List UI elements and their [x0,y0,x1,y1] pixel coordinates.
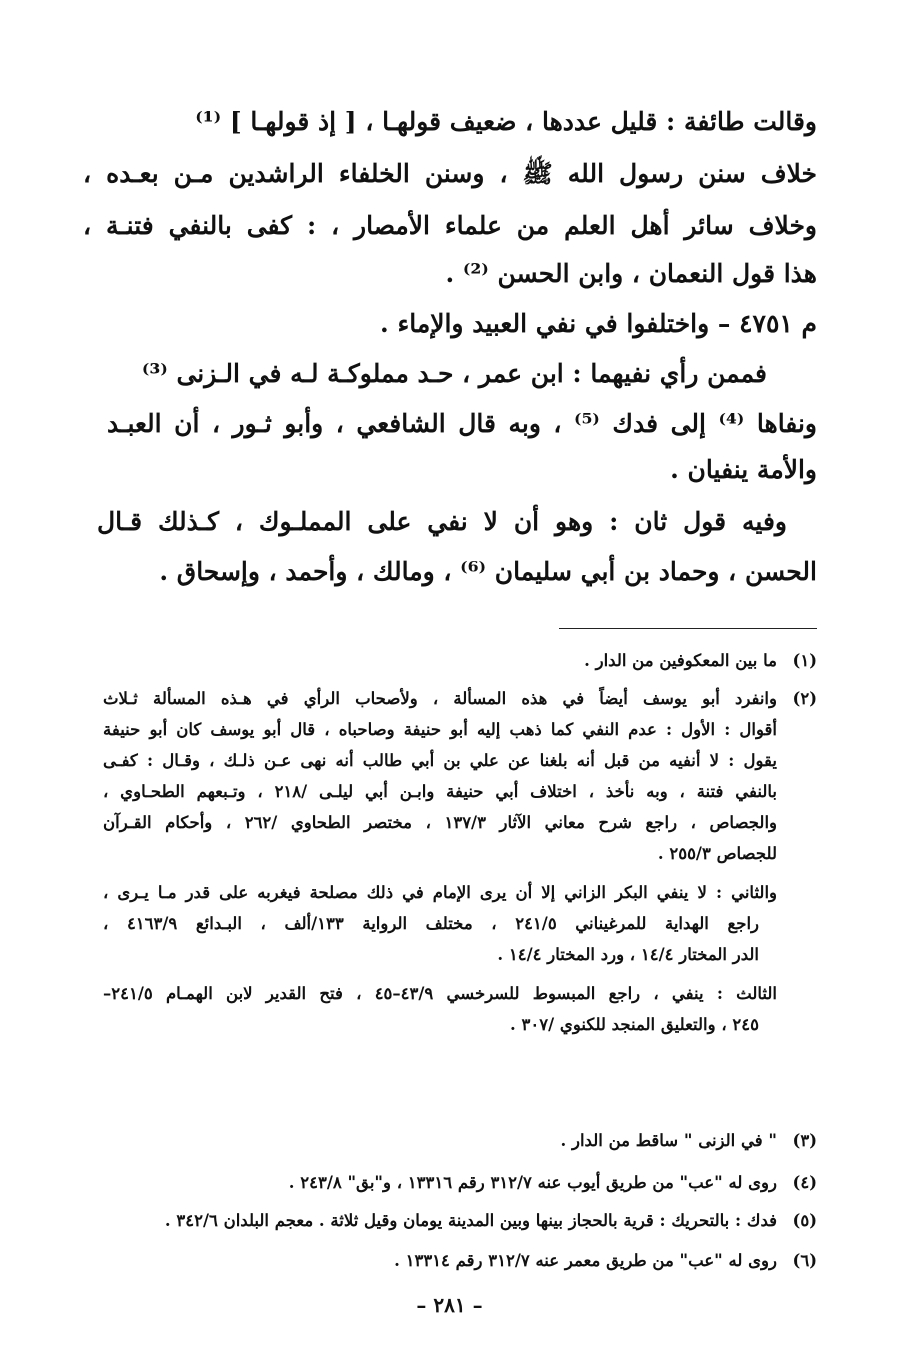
footnote-number: (٤) [792,1173,817,1192]
footnote-text: ٢٤٥ ، والتعليق المنجد للكنوي /٣٠٧ . [510,1015,759,1034]
footnote-number: (٢) [792,689,817,708]
section-heading-4751: م ٤٧٥١ – واختلفوا في نفي العبيد والإماء . [380,309,817,338]
footnote-text: الثالث : ينفي ، راجع المبسوط للسرخسي ٤٣/٩–٤٥ ، فتح القدير لابن الهمـام ٢٤١/٥– [103,984,778,1003]
footnote-text: والثاني : لا ينفي البكر الزاني إلا أن يرى الإمام في ذلك مصلحة فيغربه على قدر مـا يـرى ، [103,883,777,902]
footnote-number: (١) [792,651,817,670]
footnote-text: الدر المختار ١٤/٤ ، ورد المختار ١٤/٤ . [497,945,759,964]
footnote-text: يقول : لا أنفيه من قبل أنه بلغنا عن علي بن أبي طالب أنه نهى عـن ذلـك ، وقـال : كفـى [103,751,777,770]
footnote-2 [79,686,817,1126]
main-line-4: هذا قول النعمان ، وابن الحسن ⁽²⁾ . [445,259,817,288]
main-line-9: وفيه قول ثان : وهو أن لا نفي على المملـوك ، كـذلك قـال [97,507,787,536]
main-line-6: فممن رأي نفيهما : ابن عمر ، حـد مملوكـة لـه في الـزنى ⁽³⁾ [141,359,767,388]
main-line-3: وخلاف سائر أهل العلم من علماء الأمصار ، : كفى بالنفي فتنـة ، [83,211,817,240]
main-line-7: ونفاها ⁽⁴⁾ إلى فدك ⁽⁵⁾ ، وبه قال الشافعي ، وأبو ثـور ، أن العبـد [107,409,817,438]
main-line-1: وقالت طائفة : قليل عددها ، ضعيف قولهـا ، [ إذ قولهـا ] ⁽¹⁾ [195,107,817,136]
footnote-text: راجع الهداية للمرغيناني ٢٤١/٥ ، مختلف الرواية ١٣٣/ألف ، البـدائع ٤١٦٣/٩ ، [103,914,760,933]
footnote-text: " في الزنى " ساقط من الدار . [560,1131,777,1150]
footnote-text: والجصاص ، راجع شرح معاني الآثار ١٣٧/٣ ، مختصر الطحاوي /٢٦٢ ، وأحكام القـرآن [103,813,777,832]
footnote-number: (٣) [792,1131,817,1150]
footnote-number: (٦) [792,1251,817,1270]
main-line-2: خلاف سنن رسول الله ﷺ ، وسنن الخلفاء الراشدين مـن بعـده ، [83,159,817,188]
footnote-number: (٥) [792,1211,817,1230]
main-line-10: الحسن ، وحماد بن أبي سليمان ⁽⁶⁾ ، ومالك ، وأحمد ، وإسحاق . [159,557,817,586]
footnote-text: بالنفي فتنة ، وبه نأخذ ، اختلاف أبي حنيفة وابـن أبي ليلـى /٢١٨ ، وتـبعهم الطحـاوي ، [103,782,777,801]
footnote-text: روى له "عب" من طريق معمر عنه ٣١٢/٧ رقم ١٣٣١٤ . [394,1251,777,1270]
footnote-text: فدك : بالتحريك : قرية بالحجاز بينها وبين المدينة يومان وقيل ثلاثة . معجم البلدان ٣٤٢/٦ . [164,1211,777,1230]
footnote-text: للجصاص ٢٥٥/٣ . [657,844,777,863]
footnote-separator [559,628,817,629]
footnote-text: ما بين المعكوفين من الدار . [584,651,777,670]
footnote-text: وانفرد أبو يوسف أيضاً في هذه المسألة ، ولأصحاب الرأي في هـذه المسألة ثـلاث [103,689,777,708]
main-line-8: والأمة ينفيان . [670,455,817,484]
footnote-text: أقوال : الأول : عدم النفي كما ذهب إليه أبو حنيفة وصاحباه ، قال أبو يوسف كان أبو حنيفة [103,720,777,739]
page-number: – ٢٨١ – [416,1293,483,1317]
footnote-text: روى له "عب" من طريق أيوب عنه ٣١٢/٧ رقم ١٣٣١٦ ، و"بق" ٢٤٣/٨ . [288,1173,777,1192]
